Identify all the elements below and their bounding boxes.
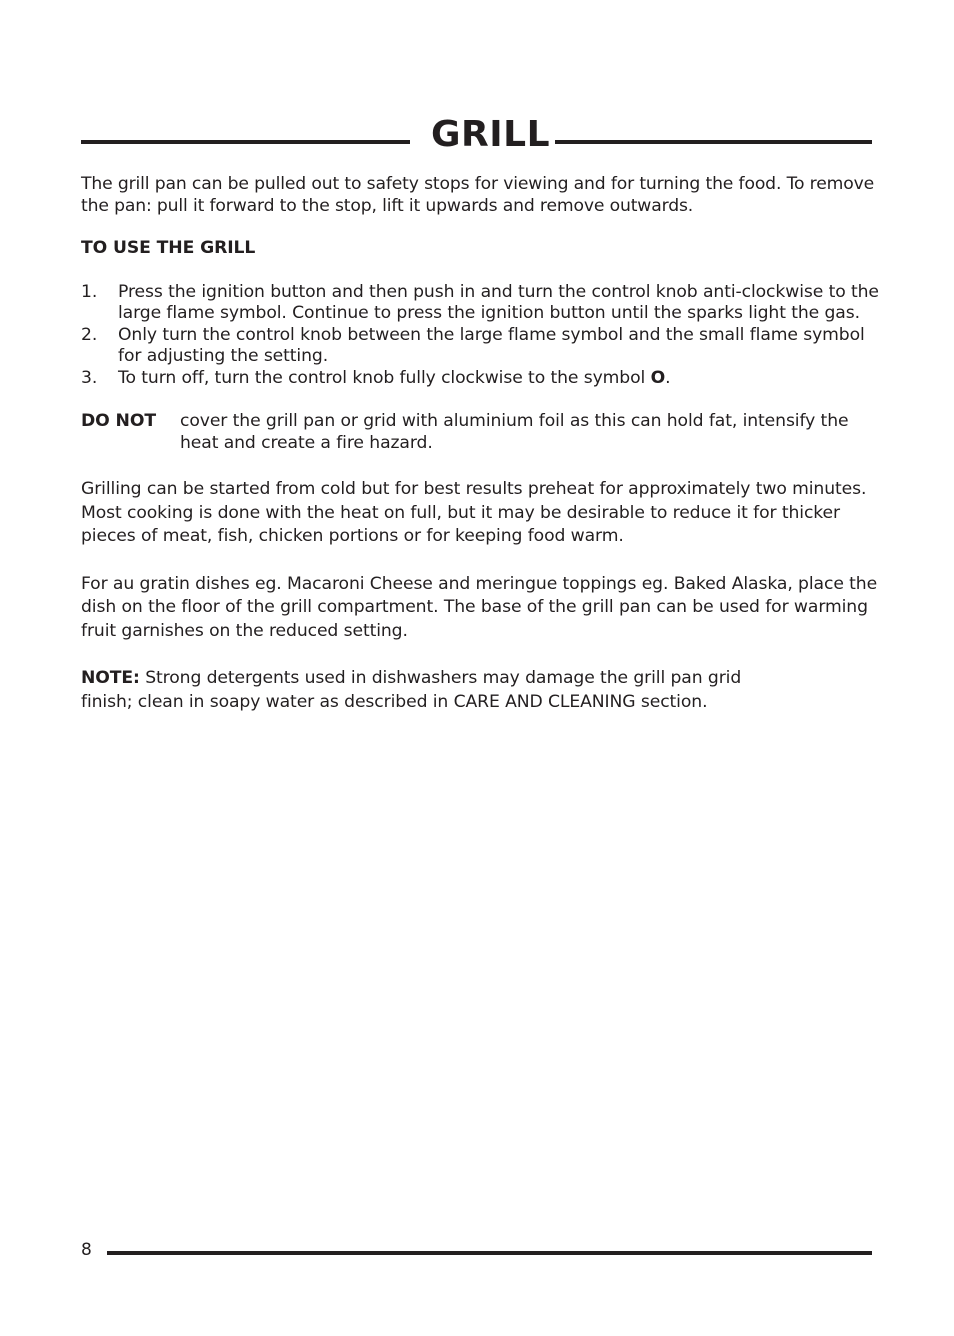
steps-list — [81, 282, 891, 390]
page-title: GRILL — [431, 114, 551, 155]
step-text: Only turn the control knob between the large flame symbol and the small flame symbol for adjusting the setting. — [118, 324, 865, 366]
step-text: To turn off, turn the control knob fully clockwise to the symbol — [118, 367, 651, 388]
step-suffix: . — [665, 367, 671, 388]
step-text: Press the ignition button and then push in and turn the control knob anti-clockwise to the large flame symbol. Continue to press the ignition button until the sparks light the gas. — [118, 281, 879, 323]
off-symbol: O — [650, 367, 666, 388]
warning-label: DO NOT — [81, 411, 156, 431]
preheat-paragraph: Grilling can be started from cold but for best results preheat for approximately two minutes. Most cooking is done with the heat on full, but it may be desirable to reduce it for thicker pieces of meat, fish, chicken portions or for keeping food warm. — [81, 479, 867, 546]
page-footer — [81, 1238, 872, 1262]
list-item — [81, 325, 891, 368]
step-number: 3. — [81, 367, 98, 388]
intro-paragraph: The grill pan can be pulled out to safety stops for viewing and for turning the food. To remove the pan: pull it forward to the stop, lift it upwards and remove outwards. — [81, 174, 875, 216]
step-number: 1. — [81, 281, 98, 302]
note-paragraph — [81, 667, 891, 714]
title-rule-right — [555, 140, 872, 144]
page-content — [81, 174, 891, 714]
step-number: 2. — [81, 324, 98, 345]
section-heading: TO USE THE GRILL — [81, 238, 256, 258]
gratin-paragraph: For au gratin dishes eg. Macaroni Cheese and meringue toppings eg. Baked Alaska, place the dish on the floor of the grill compartment. The base of the grill pan can be used for warming fruit garnishes on the reduced setting. — [81, 573, 878, 641]
page-number: 8 — [81, 1240, 92, 1260]
note-text-line2: finish; clean in soapy water as described in CARE AND CLEANING section. — [81, 691, 708, 712]
footer-rule — [107, 1251, 872, 1255]
note-text-line1: Strong detergents used in dishwashers may damage the grill pan grid — [139, 668, 742, 688]
note-label: NOTE: — [81, 668, 140, 688]
warning-block — [81, 411, 891, 454]
warning-text: cover the grill pan or grid with aluminium foil as this can hold fat, intensify the heat and create a fire hazard. — [180, 411, 849, 453]
title-row — [81, 112, 872, 160]
list-item — [81, 368, 891, 390]
title-rule-left — [81, 140, 410, 144]
list-item — [81, 282, 891, 325]
